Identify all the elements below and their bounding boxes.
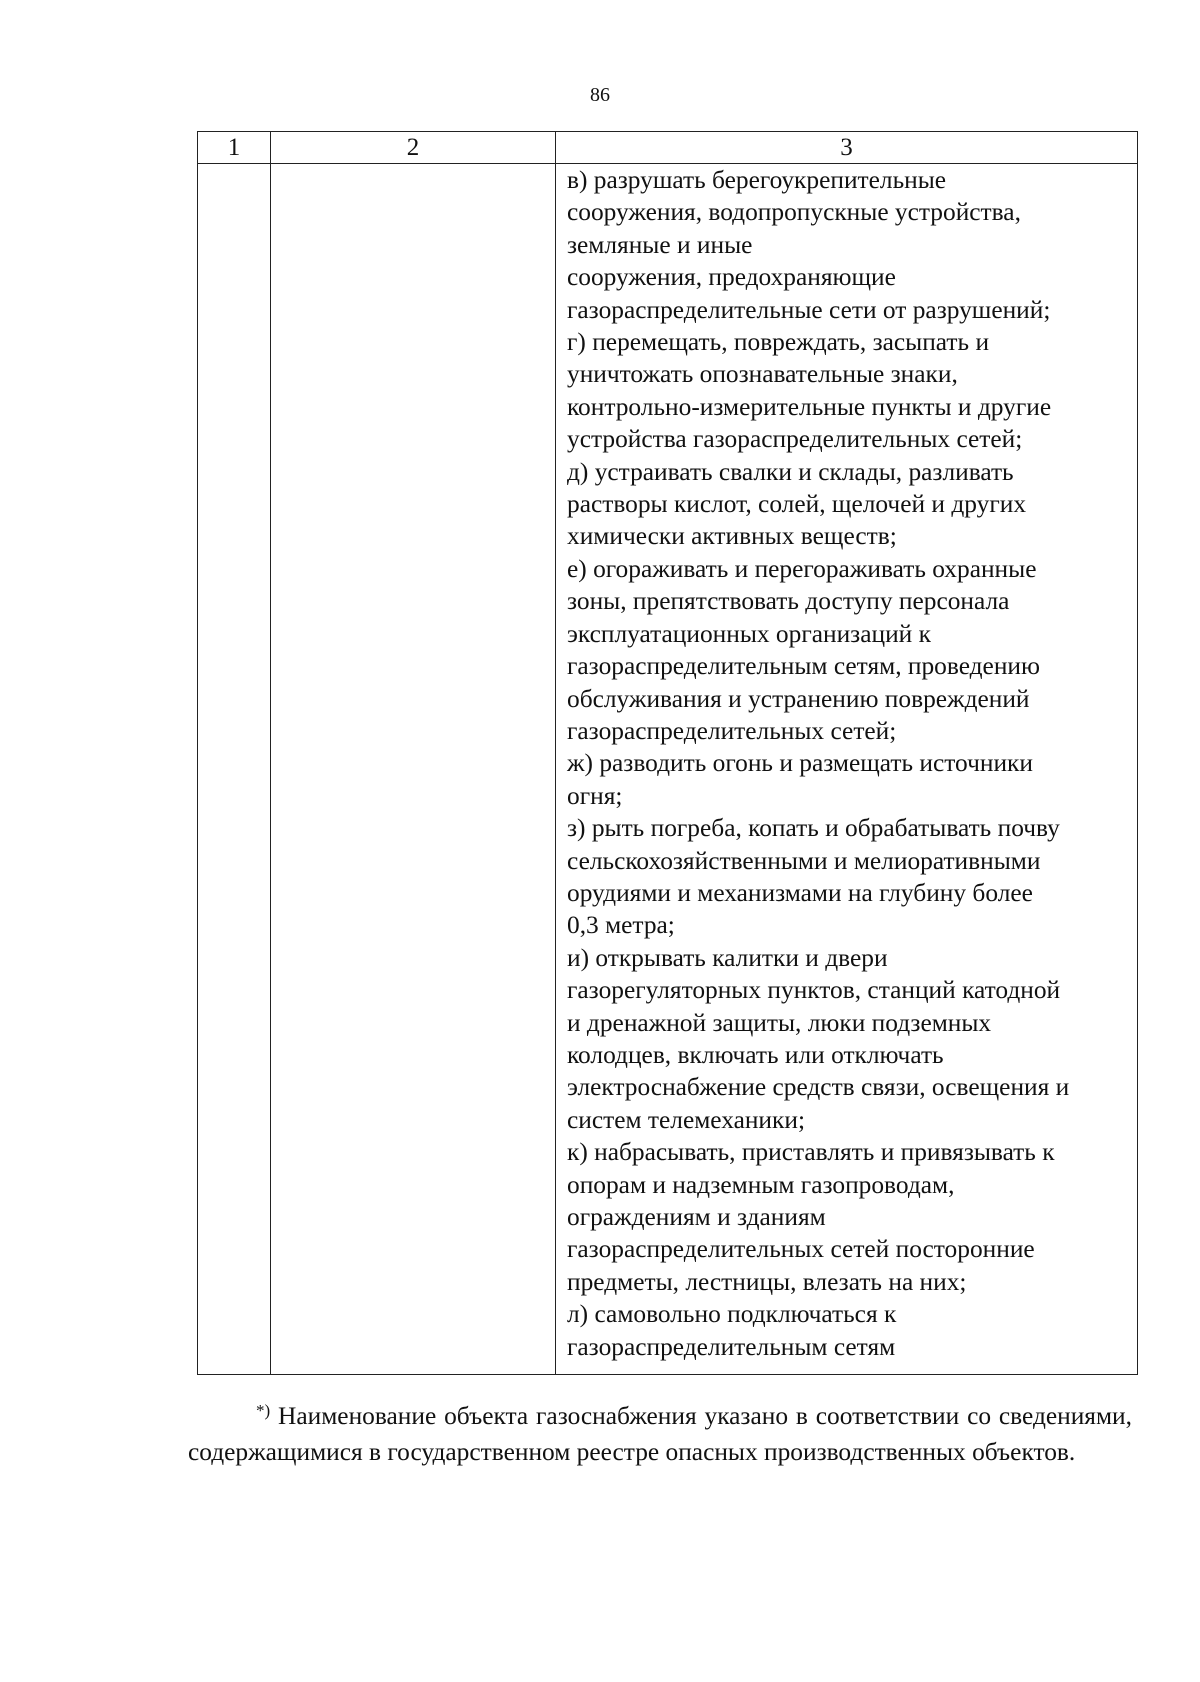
table-header-col-2: 2 — [271, 132, 556, 164]
table-header-col-3: 3 — [556, 132, 1138, 164]
table-cell-col-1 — [198, 164, 271, 1375]
table-header-row — [198, 132, 1138, 164]
table-cell-col-2 — [271, 164, 556, 1375]
table-cell-col-3 — [556, 164, 1138, 1375]
table-header-col-1: 1 — [198, 132, 271, 164]
cell-col-2-text — [271, 164, 555, 1374]
footnote — [188, 1398, 1132, 1470]
page-number: 86 — [590, 84, 610, 106]
footnote-marker: *) — [256, 1401, 271, 1420]
restrictions-list-text: в) разрушать берегоукрепительные сооружения, водопропускные устройства, земляные и иные сооружения, предохраняющие газораспределительные сети от разрушений; г) перемещать, повреждать, засыпать и уничтожать опознавательные знаки, контрольно-измерительные пункты и другие устройства газораспределительных сетей; д) устраивать свалки и склады, разливать растворы кислот, солей, щелочей и других химически активных веществ; е) огораживать и перегораживать охранные зоны, препятствовать доступу персонала эксплуатационных организаций к газораспределительным сетям, проведению обслуживания и устранению повреждений газораспределительных сетей; ж) разводить огонь и размещать источники огня; з) рыть погреба, копать и обрабатывать почву сельскохозяйственными и мелиоративными орудиями и механизмами на глубину более 0,3 метра; и) открывать калитки и двери газорегуляторных пунктов, станций катодной и дренажной защиты, люки подземных колодцев, включать или отключать электроснабжение средств связи, освещения и систем телемеханики; к) набрасывать, приставлять и привязывать к опорам и надземным газопроводам, ограждениям и зданиям газораспределительных сетей посторонние предметы, лестницы, влезать на них; л) самовольно подключаться к газораспределительным сетям — [567, 166, 1070, 1361]
cell-col-1-text — [198, 164, 270, 1374]
table-row — [198, 164, 1138, 1375]
requirements-table — [197, 131, 1138, 1375]
footnote-text: Наименование объекта газоснабжения указано в соответствии со сведениями, содержащимися в государственном реестре опасных производственных объектов. — [188, 1402, 1132, 1466]
